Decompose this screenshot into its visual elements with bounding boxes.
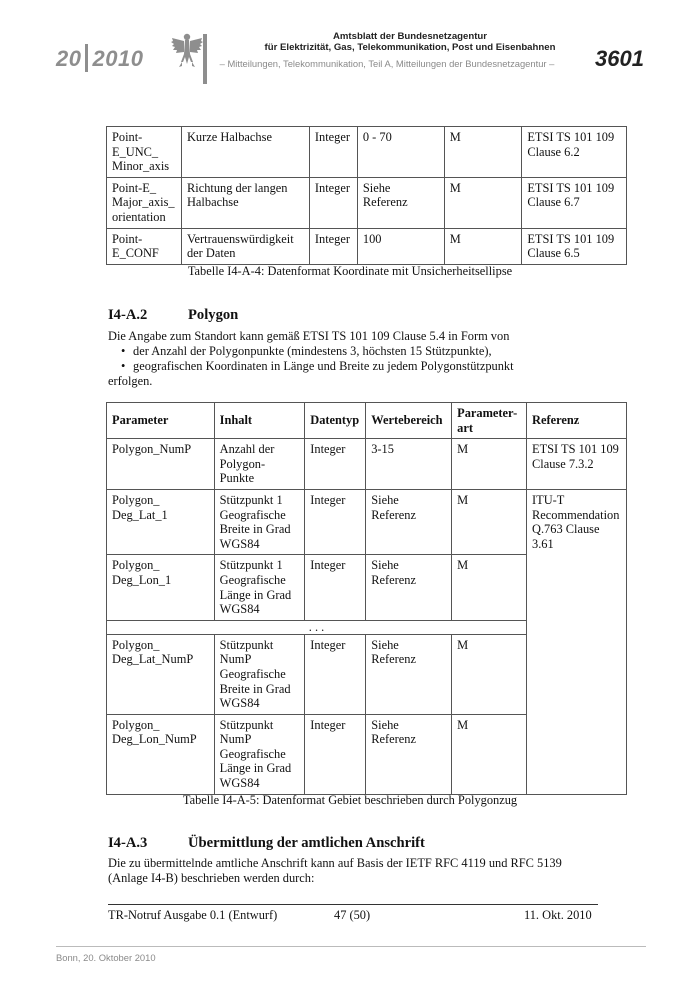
cell-range: Siehe Referenz — [366, 634, 452, 714]
bullet-item: • geografischen Koordinaten in Länge und Breite zu jedem Polygonstützpunkt — [108, 359, 514, 374]
cell-datatype: Integer — [309, 177, 357, 228]
issue-info — [56, 44, 143, 72]
cell-parameter: Point-E_ Major_axis_ orientation — [107, 177, 182, 228]
gazette-subtitle: – Mitteilungen, Telekommunikation, Teil A, Mitteilungen der Bundesnetzagentur – — [219, 58, 555, 69]
bottom-rule — [56, 946, 646, 947]
issue-number: 20 — [56, 46, 82, 71]
cell-content: Stützpunkt NumP Geografische Länge in Grad WGS84 — [214, 714, 305, 794]
cell-datatype: Integer — [309, 127, 357, 178]
cell-param-type: M — [444, 177, 522, 228]
col-header-reference: Referenz — [527, 403, 627, 439]
table2-caption: Tabelle I4-A-5: Datenformat Gebiet beschrieben durch Polygonzug — [182, 793, 518, 807]
table-row — [107, 177, 627, 228]
section-heading-polygon — [108, 307, 238, 324]
cell-parameter: Polygon_NumP — [107, 439, 215, 490]
polygon-bullet-list — [108, 344, 514, 374]
col-header-range: Wertebereich — [366, 403, 452, 439]
cell-content: Stützpunkt 1 Geografische Länge in Grad WGS84 — [214, 555, 305, 620]
polygon-table — [106, 402, 627, 795]
cell-param-type: M — [444, 127, 522, 178]
issue-year: 2010 — [92, 46, 144, 71]
section-number: I4-A.3 — [108, 835, 148, 851]
cell-content: Anzahl der Polygon- Punkte — [214, 439, 305, 490]
polygon-outro: erfolgen. — [108, 374, 153, 388]
footer-date: 11. Okt. 2010 — [524, 908, 592, 922]
cell-datatype: Integer — [309, 228, 357, 264]
cell-param-type: M — [444, 228, 522, 264]
cell-datatype: Integer — [305, 634, 366, 714]
cell-range: 0 - 70 — [357, 127, 444, 178]
page-number: 3601 — [595, 46, 644, 71]
footer-document: TR-Notruf Ausgabe 0.1 (Entwurf) — [108, 908, 278, 922]
cell-parameter: Polygon_ Deg_Lat_1 — [107, 489, 215, 554]
address-text: Die zu übermittelnde amtliche Anschrift kann auf Basis der IETF RFC 4119 und RFC 5139 (Anlage I4-B) beschrieben werden durch: — [108, 856, 562, 885]
cell-content: Vertrauenswürdigkeit der Daten — [181, 228, 309, 264]
table-row — [107, 439, 627, 490]
cell-parameter: Point- E_UNC_ Minor_axis — [107, 127, 182, 178]
cell-range: 100 — [357, 228, 444, 264]
cell-content: Stützpunkt 1 Geografische Breite in Grad WGS84 — [214, 489, 305, 554]
gazette-title-line1: Amtsblatt der Bundesnetzagentur — [332, 31, 488, 42]
col-header-content: Inhalt — [214, 403, 305, 439]
cell-parameter: Polygon_ Deg_Lon_1 — [107, 555, 215, 620]
section-number: I4-A.2 — [108, 307, 148, 323]
gazette-title — [210, 31, 610, 53]
cell-content: Richtung der langen Halbachse — [181, 177, 309, 228]
col-header-datatype: Datentyp — [305, 403, 366, 439]
cell-range: Siehe Referenz — [366, 489, 452, 554]
cell-ellipsis: . . . — [107, 620, 527, 634]
cell-parameter: Point- E_CONF — [107, 228, 182, 264]
section-title: Polygon — [188, 307, 239, 323]
table-row — [107, 127, 627, 178]
col-header-parameter: Parameter — [107, 403, 215, 439]
gazette-title-line2: für Elektrizität, Gas, Telekommunikation, Post und Eisenbahnen — [264, 42, 556, 53]
bullet-item: • der Anzahl der Polygonpunkte (mindestens 3, höchsten 15 Stützpunkte), — [108, 344, 514, 359]
publication-date: Bonn, 20. Oktober 2010 — [56, 952, 156, 963]
cell-param-type: M — [452, 439, 527, 490]
coordinate-table — [106, 126, 627, 265]
footer-page: 47 (50) — [334, 908, 371, 922]
table1-caption: Tabelle I4-A-4: Datenformat Koordinate mit Unsicherheitsellipse — [187, 264, 513, 278]
cell-reference: ETSI TS 101 109 Clause 6.5 — [522, 228, 627, 264]
section-heading-address — [108, 835, 425, 852]
cell-param-type: M — [452, 555, 527, 620]
cell-reference: ETSI TS 101 109 Clause 6.2 — [522, 127, 627, 178]
cell-reference: ETSI TS 101 109 Clause 7.3.2 — [527, 439, 627, 490]
cell-range: 3-15 — [366, 439, 452, 490]
cell-content: Kurze Halbachse — [181, 127, 309, 178]
cell-datatype: Integer — [305, 489, 366, 554]
cell-parameter: Polygon_ Deg_Lon_NumP — [107, 714, 215, 794]
cell-range: Siehe Referenz — [357, 177, 444, 228]
col-header-param-type: Parameter- art — [452, 403, 527, 439]
cell-reference-merged: ITU-T Recommendation Q.763 Clause 3.61 — [527, 489, 627, 794]
cell-content: Stützpunkt NumP Geografische Breite in Grad WGS84 — [214, 634, 305, 714]
cell-param-type: M — [452, 634, 527, 714]
section-title: Übermittlung der amtlichen Anschrift — [188, 835, 425, 851]
cell-datatype: Integer — [305, 439, 366, 490]
table-row — [107, 228, 627, 264]
table-row — [107, 489, 627, 554]
cell-range: Siehe Referenz — [366, 555, 452, 620]
table-header-row — [107, 403, 627, 439]
cell-param-type: M — [452, 714, 527, 794]
polygon-intro: Die Angabe zum Standort kann gemäß ETSI TS 101 109 Clause 5.4 in Form von — [108, 329, 510, 343]
cell-range: Siehe Referenz — [366, 714, 452, 794]
cell-datatype: Integer — [305, 555, 366, 620]
cell-parameter: Polygon_ Deg_Lat_NumP — [107, 634, 215, 714]
federal-eagle-icon — [170, 30, 204, 70]
cell-reference: ETSI TS 101 109 Clause 6.7 — [522, 177, 627, 228]
footer-rule — [108, 904, 598, 905]
cell-param-type: M — [452, 489, 527, 554]
cell-datatype: Integer — [305, 714, 366, 794]
issue-separator — [85, 44, 88, 72]
